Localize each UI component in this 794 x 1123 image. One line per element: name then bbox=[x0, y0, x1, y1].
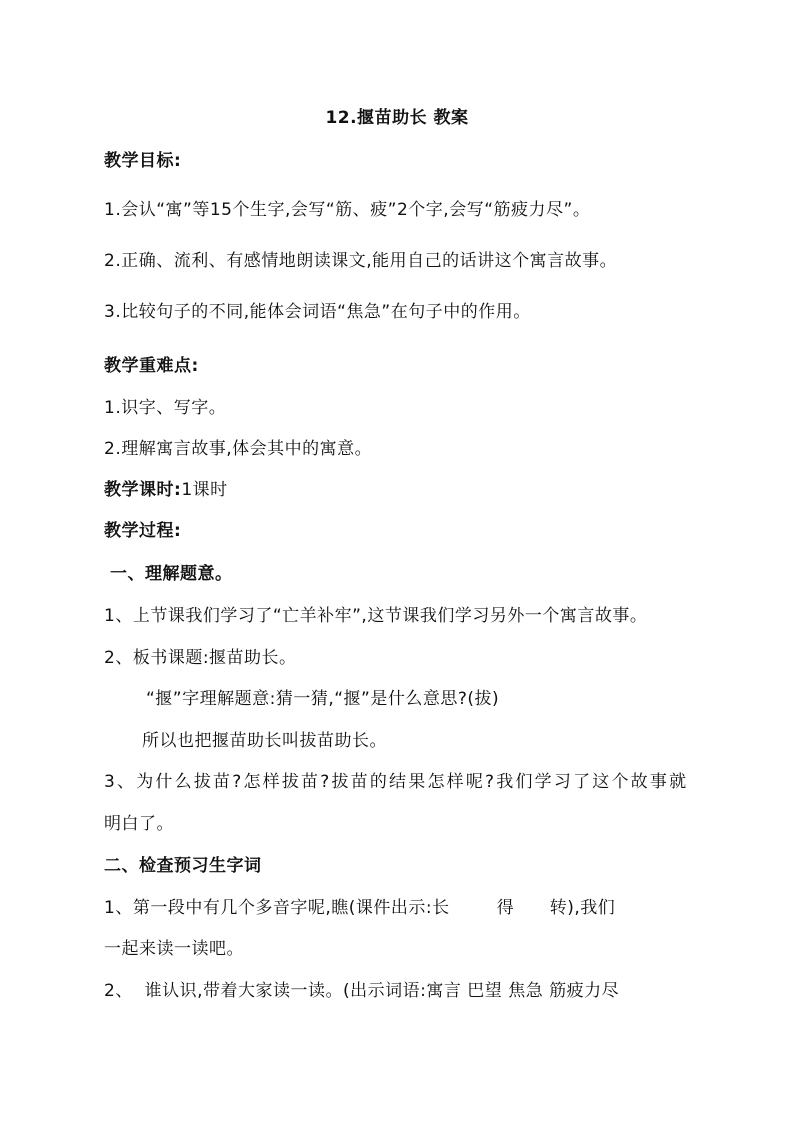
objective-item-1: 1.会认“寓”等15个生字,会写“筋、疲”2个字,会写“筋疲力尽”。 bbox=[104, 200, 591, 220]
keypoint-item-2: 2.理解寓言故事,体会其中的寓意。 bbox=[104, 439, 373, 459]
document-title: 12.揠苗助长 教案 bbox=[325, 108, 469, 128]
objectives-heading: 教学目标: bbox=[104, 151, 182, 171]
section-2-paragraph-1a: 1、第一段中有几个多音字呢,瞧(课件出示:长 得 转),我们 bbox=[104, 898, 616, 918]
section-1-paragraph-3b: 明白了。 bbox=[104, 814, 174, 834]
keypoints-heading: 教学重难点: bbox=[104, 356, 199, 376]
objective-item-3: 3.比较句子的不同,能体会词语“焦急”在句子中的作用。 bbox=[104, 302, 531, 322]
section-2-title: 二、检查预习生字词 bbox=[104, 856, 262, 876]
section-1-title: 一、理解题意。 bbox=[110, 564, 233, 584]
section-1-paragraph-2b: 所以也把揠苗助长叫拔苗助长。 bbox=[142, 731, 387, 751]
class-hours bbox=[104, 479, 228, 501]
class-hours-label: 教学课时: bbox=[104, 480, 182, 500]
section-2-paragraph-1b: 一起来读一读吧。 bbox=[104, 939, 244, 959]
objective-item-2: 2.正确、流利、有感情地朗读课文,能用自己的话讲这个寓言故事。 bbox=[104, 251, 618, 271]
class-hours-value: 1课时 bbox=[181, 480, 228, 500]
process-heading: 教学过程: bbox=[104, 521, 182, 541]
section-1-paragraph-2a: “揠”字理解题意:猜一猜,“揠”是什么意思?(拔) bbox=[146, 689, 500, 709]
keypoint-item-1: 1.识字、写字。 bbox=[104, 398, 227, 418]
section-2-paragraph-2: 2、 谁认识,带着大家读一读。(出示词语:寓言 巴望 焦急 筋疲力尽 bbox=[104, 981, 620, 1001]
section-1-paragraph-2: 2、板书课题:揠苗助长。 bbox=[104, 648, 297, 668]
section-1-paragraph-3a: 3、为什么拔苗?怎样拔苗?拔苗的结果怎样呢?我们学习了这个故事就 bbox=[104, 772, 689, 792]
section-1-paragraph-1: 1、上节课我们学习了“亡羊补牢”,这节课我们学习另外一个寓言故事。 bbox=[104, 606, 648, 626]
